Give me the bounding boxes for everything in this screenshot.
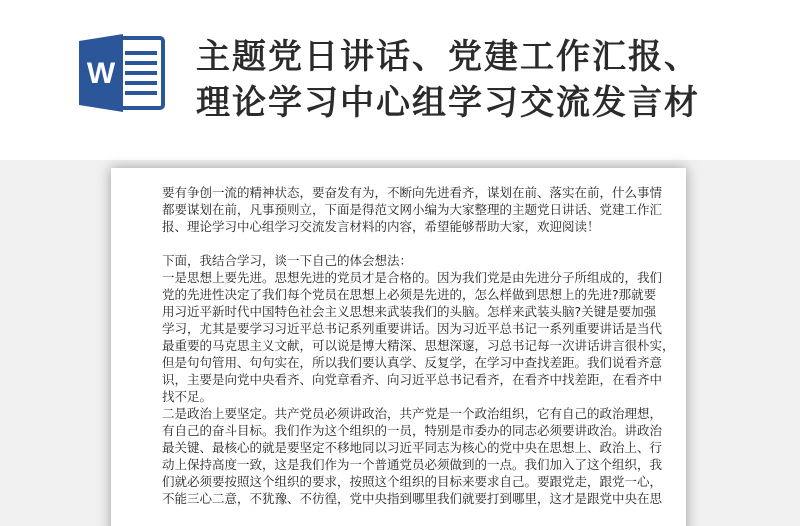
paragraph-gap — [162, 235, 662, 252]
body-line: 学习，尤其是要学习习近平总书记系列重要讲话。因为习近平总书记一系列重要讲话是当代 — [162, 321, 663, 336]
body-line: 识，主要是向党中央看齐、向党章看齐、向习近平总书记看齐，在看齐中找差距，在看齐中 — [162, 372, 663, 387]
body-line: 最重要的马克思主义文献，可以说是博大精深、思想深邃，习总书记每一次讲话讲言很朴实， — [162, 338, 675, 353]
title-line: 理论学习中心组学习交流发言材 — [196, 83, 700, 123]
intro-line: 要有争创一流的精神状态，要奋发有为，不断向先进看齐，谋划在前、落实在前，什么事情 — [162, 185, 663, 200]
word-document-icon — [77, 33, 165, 113]
body-line: 找不足。 — [162, 389, 213, 404]
body-line: 动上保持高度一致，这是我们作为一个普通党员必须做到的一点。我们加入了这个组织，我 — [162, 457, 663, 472]
body-line: 不能三心二意，不犹豫、不彷徨，党中央指到哪里我们就要打到哪里，这才是跟党中央在思 — [162, 491, 663, 506]
body-line: 一是思想上要先进。思想先进的党员才是合格的。因为我们党是由先进分子所组成的，我们 — [162, 270, 663, 285]
body-line: 们就必须要按照这个组织的要求，按照这个组织的目标来要求自己。要跟党走，跟党一心， — [162, 474, 663, 489]
intro-line: 报、理论学习中心组学习交流发言材料的内容，希望能够帮助大家，欢迎阅读！ — [162, 219, 600, 234]
title-line: 主题党日讲话、党建工作汇报、 — [196, 37, 700, 77]
page-title — [196, 34, 786, 126]
body-line: 党的先进性决定了我们每个党员在思想上必须是先进的，怎么样做到思想上的先进?那就要 — [162, 287, 657, 302]
body-line: 但是句句管用、句句实在，所以我们要认真学、反复学，在学习中查找差距。我们说看齐意 — [162, 355, 663, 370]
document-header — [0, 0, 800, 160]
body-line: 二是政治上要坚定。共产党员必须讲政治，共产党是一个政治组织，它有自己的政治理想， — [162, 406, 663, 421]
body-line: 用习近平新时代中国特色社会主义思想来武装我们的头脑。怎样来武装头脑?关键是要加强 — [162, 304, 657, 319]
word-icon-letter: W — [86, 57, 116, 90]
document-body — [162, 184, 675, 507]
body-line: 有自己的奋斗目标。我们作为这个组织的一员，特别是市委办的同志必须要讲政治。讲政治 — [162, 423, 663, 438]
intro-line: 都要谋划在前，凡事预则立，下面是得范文网小编为大家整理的主题党日讲话、党建工作汇 — [162, 202, 663, 217]
body-line: 下面，我结合学习，谈一下自己的体会想法： — [162, 253, 413, 268]
body-line: 最关键、最核心的就是要坚定不移地同以习近平同志为核心的党中央在思想上、政治上、行 — [162, 440, 663, 455]
